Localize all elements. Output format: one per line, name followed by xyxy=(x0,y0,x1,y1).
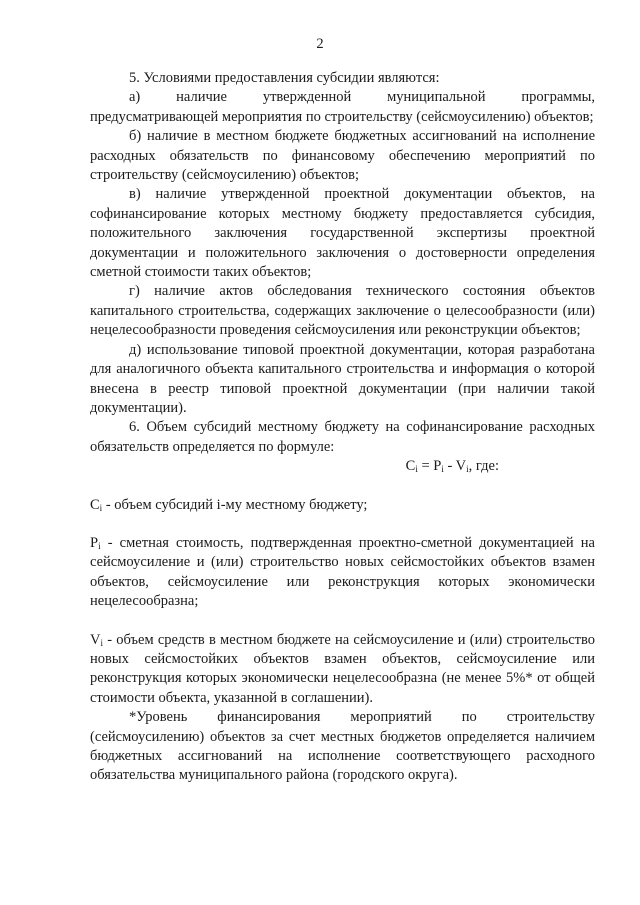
formula-eq-p: = P xyxy=(417,458,442,475)
page-number: 2 xyxy=(316,36,324,52)
formula-c: C xyxy=(405,458,416,475)
definition-v-symbol: V xyxy=(90,631,101,648)
document-body xyxy=(90,69,595,786)
definition-v xyxy=(90,631,595,709)
formula-minus-v: - V xyxy=(443,458,467,475)
formula xyxy=(90,457,595,476)
definition-c-sub: i xyxy=(99,502,103,513)
paragraph-5a: а) наличие утвержденной муниципальной программы, предусматривающей мероприятия по строительству (сейсмоусилению) объектов; xyxy=(90,89,595,125)
paragraph-5d: д) использование типовой проектной документации, которая разработана для аналогичного объекта капитального строительства и информация о которой внесена в реестр типовой проектной документации (при наличии такой документации). xyxy=(90,341,595,416)
formula-v-sub: i xyxy=(466,464,469,475)
definition-c-symbol: C xyxy=(90,496,100,513)
definition-p-sub: i xyxy=(98,540,101,551)
paragraph-5b: б) наличие в местном бюджете бюджетных ассигнований на исполнение расходных обязательств по финансовому обеспечению мероприятий по строительству (сейсмоусилению) объектов; xyxy=(90,128,595,184)
formula-c-sub: i xyxy=(415,464,418,475)
definition-p xyxy=(90,534,595,612)
definition-p-symbol: P xyxy=(90,534,99,551)
paragraph-5v: в) наличие утвержденной проектной документации объектов, на софинансирование которых местному бюджету предоставляется субсидия, положительного заключения государственной экспертизы проектной документации и положительного заключения о достоверности определения сметной стоимости таких объектов; xyxy=(90,186,595,281)
footnote: *Уровень финансирования мероприятий по строительству (сейсмоусилению) объектов за счет местных бюджетов определяется наличием бюджетных ассигнований на исполнение соответствующего расходного обязательства муниципального района (городского округа). xyxy=(90,709,595,784)
paragraph-6: 6. Объем субсидий местному бюджету на софинансирование расходных обязательств определяется по формуле: xyxy=(90,419,595,455)
paragraph-5g: г) наличие актов обследования технического состояния объектов капитального строительства, содержащих заключение о целесообразности (или) нецелесообразности проведения сейсмоусиления или реконструкции объектов; xyxy=(90,283,595,339)
definition-c xyxy=(90,496,595,515)
definition-v-text: - объем средств в местном бюджете на сейсмоусиление и (или) строительство новых сейсмостойких объектов взамен объектов, сейсмоусиление или реконструкция которых экономически нецелесообразна (не менее 5%* от общей стоимости объекта, указанной в соглашении). xyxy=(90,631,595,706)
definition-p-text: - сметная стоимость, подтвержденная проектно-сметной документацией на сейсмоусиление и (или) строительство новых сейсмостойких объектов взамен объектов, сейсмоусиление или реконструкция которых экономически нецелесообразна; xyxy=(90,534,595,610)
paragraph-5: 5. Условиями предоставления субсидии являются: xyxy=(129,70,440,86)
formula-tail: , где: xyxy=(468,458,499,475)
definition-v-sub: i xyxy=(100,637,103,648)
definition-c-text: - объем субсидий i-му местному бюджету; xyxy=(102,496,368,513)
formula-p-sub: i xyxy=(441,464,444,475)
